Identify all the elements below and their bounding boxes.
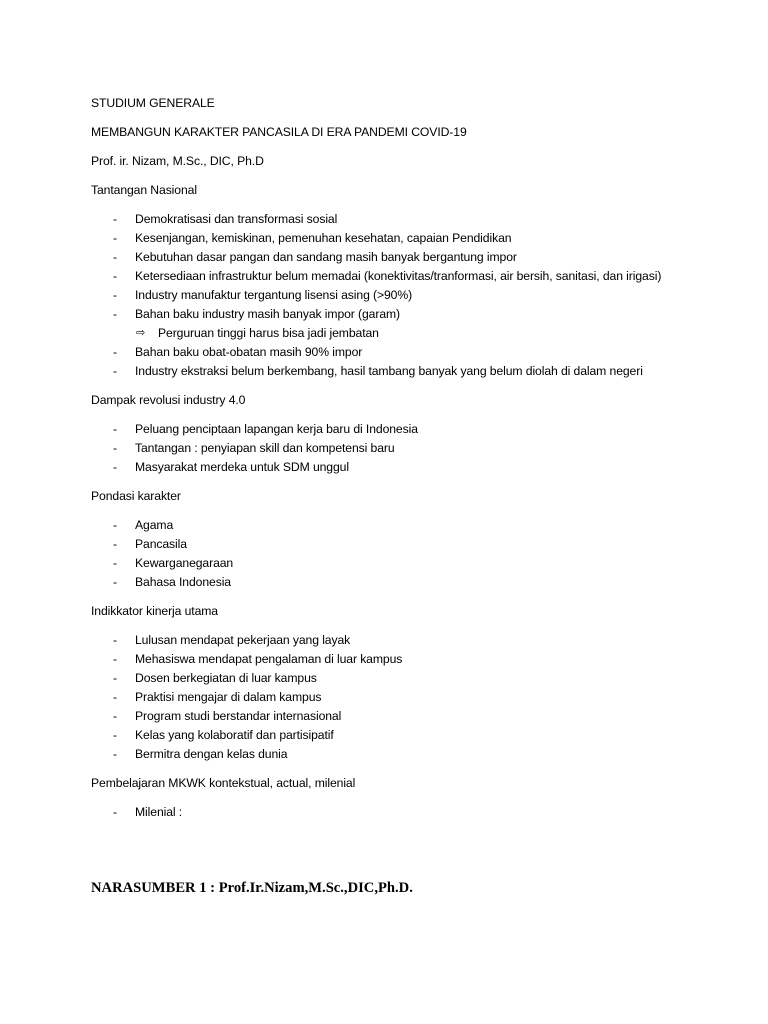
list-item <box>91 286 691 305</box>
dash-bullet: - <box>113 805 117 819</box>
pembelajaran-list <box>91 803 691 822</box>
sub-list-item <box>91 324 691 343</box>
list-item <box>91 573 691 592</box>
list-item-text: Tantangan : penyiapan skill dan kompetensi baru <box>135 441 395 455</box>
dash-bullet: - <box>113 250 117 264</box>
list-item-text: Bahasa Indonesia <box>135 575 231 589</box>
list-item <box>91 267 691 286</box>
list-item-text: Mehasiswa mendapat pengalaman di luar kampus <box>135 652 403 666</box>
list-item-text: Peluang penciptaan lapangan kerja baru di Indonesia <box>135 422 418 436</box>
list-item-text: Bahan baku industry masih banyak impor (garam) <box>135 307 401 321</box>
list-item-text: Program studi berstandar internasional <box>135 709 342 723</box>
course-title: STUDIUM GENERALE <box>91 96 215 110</box>
dash-bullet: - <box>113 307 117 321</box>
dash-bullet: - <box>113 422 117 436</box>
list-item <box>91 726 691 745</box>
list-item <box>91 248 691 267</box>
list-item-text: Agama <box>135 518 174 532</box>
dash-bullet: - <box>113 671 117 685</box>
dash-bullet: - <box>113 633 117 647</box>
dash-bullet: - <box>113 460 117 474</box>
section-heading-dampak: Dampak revolusi industry 4.0 <box>91 393 246 407</box>
list-item-text: Kelas yang kolaboratif dan partisipatif <box>135 728 334 742</box>
tantangan-list <box>91 210 691 381</box>
section-heading-indikator: Indikkator kinerja utama <box>91 604 218 618</box>
list-item-text: Kesenjangan, kemiskinan, pemenuhan kesehatan, capaian Pendidikan <box>135 231 512 245</box>
list-item <box>91 420 691 439</box>
dash-bullet: - <box>113 728 117 742</box>
dash-bullet: - <box>113 212 117 226</box>
dash-bullet: - <box>113 288 117 302</box>
dash-bullet: - <box>113 652 117 666</box>
list-item-text: Masyarakat merdeka untuk SDM unggul <box>135 460 349 474</box>
arrow-icon: ⇨ <box>136 327 146 339</box>
narasumber-heading: NARASUMBER 1 : Prof.Ir.Nizam,M.Sc.,DIC,Ph.D. <box>91 880 413 896</box>
dash-bullet: - <box>113 690 117 704</box>
list-item <box>91 688 691 707</box>
list-item-text: Industry ekstraksi belum berkembang, hasil tambang banyak yang belum diolah di dalam negeri <box>135 364 643 378</box>
list-item-text: Industry manufaktur tergantung lisensi asing (>90%) <box>135 288 413 302</box>
list-item <box>91 458 691 477</box>
list-item <box>91 554 691 573</box>
section-heading-tantangan: Tantangan Nasional <box>91 183 197 197</box>
lecture-title: MEMBANGUN KARAKTER PANCASILA DI ERA PANDEMI COVID-19 <box>91 125 467 139</box>
dash-bullet: - <box>113 441 117 455</box>
list-item <box>91 535 691 554</box>
dash-bullet: - <box>113 518 117 532</box>
list-item-text: Milenial : <box>135 805 183 819</box>
dash-bullet: - <box>113 556 117 570</box>
list-item <box>91 210 691 229</box>
list-item-text: Dosen berkegiatan di luar kampus <box>135 671 317 685</box>
list-item-text: Praktisi mengajar di dalam kampus <box>135 690 322 704</box>
dash-bullet: - <box>113 537 117 551</box>
list-item-text: Kebutuhan dasar pangan dan sandang masih banyak bergantung impor <box>135 250 517 264</box>
list-item <box>91 707 691 726</box>
dash-bullet: - <box>113 269 117 283</box>
list-item <box>91 439 691 458</box>
dash-bullet: - <box>113 231 117 245</box>
list-item-text: Kewarganegaraan <box>135 556 234 570</box>
list-item-text: Lulusan mendapat pekerjaan yang layak <box>135 633 351 647</box>
list-item-text: Ketersediaan infrastruktur belum memadai (konektivitas/tranformasi, air bersih, sanitasi, dan irigasi) <box>135 269 662 283</box>
section-heading-pondasi: Pondasi karakter <box>91 489 181 503</box>
dash-bullet: - <box>113 747 117 761</box>
dash-bullet: - <box>113 575 117 589</box>
dash-bullet: - <box>113 345 117 359</box>
list-item-text: Bahan baku obat-obatan masih 90% impor <box>135 345 363 359</box>
list-item <box>91 229 691 248</box>
list-item-text: Demokratisasi dan transformasi sosial <box>135 212 338 226</box>
list-item-text: Bermitra dengan kelas dunia <box>135 747 288 761</box>
list-item <box>91 631 691 650</box>
indikator-list <box>91 631 691 764</box>
dampak-list <box>91 420 691 477</box>
list-item <box>91 745 691 764</box>
list-item <box>91 305 691 324</box>
list-item <box>91 803 691 822</box>
list-item <box>91 516 691 535</box>
list-item <box>91 650 691 669</box>
list-item <box>91 343 691 362</box>
dash-bullet: - <box>113 364 117 378</box>
list-item <box>91 362 691 381</box>
sub-list-item-text: Perguruan tinggi harus bisa jadi jembatan <box>158 326 379 340</box>
document-body <box>91 94 691 832</box>
list-item <box>91 669 691 688</box>
section-heading-pembelajaran: Pembelajaran MKWK kontekstual, actual, milenial <box>91 776 356 790</box>
dash-bullet: - <box>113 709 117 723</box>
list-item-text: Pancasila <box>135 537 187 551</box>
speaker-name: Prof. ir. Nizam, M.Sc., DIC, Ph.D <box>91 154 264 168</box>
pondasi-list <box>91 516 691 592</box>
